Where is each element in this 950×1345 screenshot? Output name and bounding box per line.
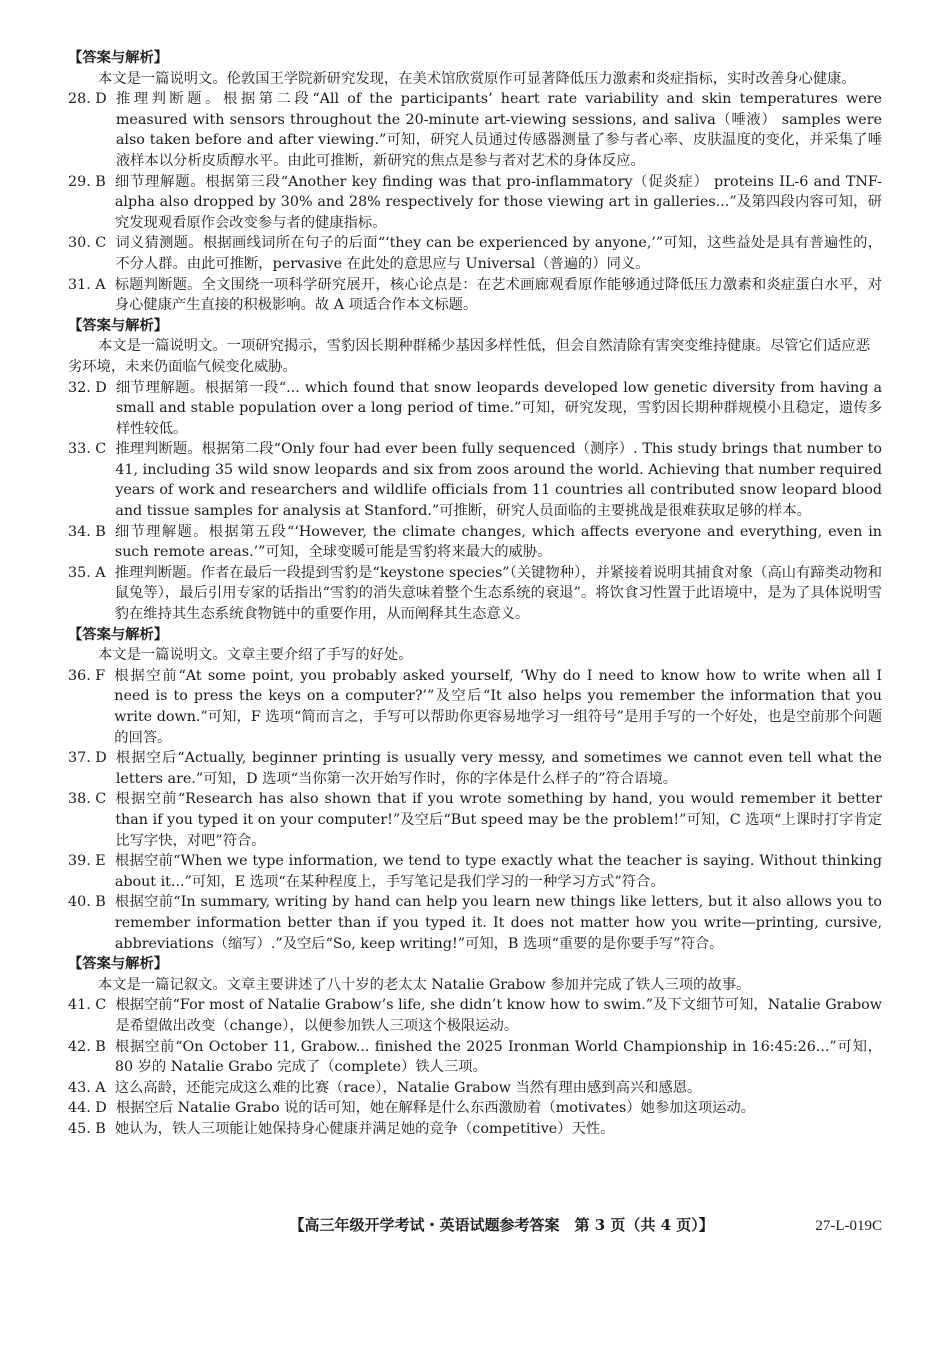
- analysis-section: [68, 954, 882, 1139]
- answer-item: [68, 748, 882, 789]
- answer-item: [68, 1078, 882, 1099]
- answer-item: [68, 233, 882, 274]
- answer-number: 33. C: [68, 441, 116, 458]
- answer-item: [68, 851, 882, 892]
- answer-item: [68, 439, 882, 521]
- answer-item: [68, 172, 882, 234]
- answer-content: [68, 48, 882, 1139]
- answer-explanation: 根据空前“In summary, writing by hand can help you learn new things like letters, but it also allows you to remember information better than if you typed it. It does not matter how you write—printing, cursive, abbreviations（缩写）.”及空后“So, keep writing!”可知，B 选项“重要的是你要手写”符合。: [114, 894, 882, 952]
- answer-item: [68, 666, 882, 748]
- answer-number: 37. D: [68, 750, 116, 767]
- answer-explanation: 根据空前“At some point, you probably asked yourself, ‘Why do I need to know how to write when all I need is to press the keys on a computer?’”及空后“It also helps you remember the information that you write down.”可知，F 选项“简而言之，手写可以帮助你更容易地学习一组符号”是用手写的一个好处，也是空前那个问题的回答。: [114, 667, 882, 746]
- answer-item: [68, 892, 882, 954]
- answer-explanation: 推理判断题。根据第二段“Only four had ever been fully sequenced（测序）. This study brings that number to 41, including 35 wild snow leopards and six from zoos around the world. Achieving that number required years of work and researchers and wildlife officials from 11 countries all contributed snow leopard blood and tissue samples for analysis at Stanford.”可推断，研究人员面临的主要挑战是很难获取足够的样本。: [115, 441, 882, 520]
- section-intro: 本文是一篇说明文。文章主要介绍了手写的好处。: [98, 647, 413, 664]
- answer-number: 28. D: [68, 91, 116, 108]
- answer-number: 42. B: [68, 1038, 115, 1055]
- answer-item: [68, 89, 882, 171]
- answer-item: [68, 995, 882, 1036]
- answer-explanation: 她认为，铁人三项能让她保持身心健康并满足她的竞争（competitive）天性。: [114, 1120, 615, 1137]
- answer-number: 39. E: [68, 853, 115, 870]
- answer-explanation: 这么高龄，还能完成这么难的比赛（race），Natalie Grabow 当然有理由感到高兴和感恩。: [114, 1079, 702, 1096]
- answer-explanation: 标题判断题。全文围绕一项科学研究展开，核心论点是：在艺术画廊观看原作能够通过降低压力激素和炎症蛋白水平，对身心健康产生直接的积极影响。故 A 项适合作本文标题。: [114, 276, 882, 314]
- answer-explanation: 根据空前“On October 11, Grabow... finished the 2025 Ironman World Championship in 16:45:26...”可知，80 岁的 Natalie Grabo 完成了（complete）铁人三项。: [114, 1038, 882, 1076]
- answer-number: 44. D: [68, 1100, 116, 1117]
- answer-number: 45. B: [68, 1120, 115, 1137]
- answer-explanation: 推理判断题。根据第二段“All of the participants’ heart rate variability and skin temperatures were measured with sensors throughout the 20-minute art-viewing sessions, and saliva（唾液） samples were also taken before and after viewing.”可知，研究人员通过传感器测量了参与者心率、皮肤温度的变化，并采集了唾液样本以分析皮质醇水平。由此可推断，新研究的焦点是参与者对艺术的身体反应。: [115, 91, 882, 169]
- answer-explanation: 细节理解题。根据第三段“Another key finding was that pro-inflammatory（促炎症） proteins IL-6 and TNF-alpha also dropped by 30% and 28% respectively for those viewing art in galleries...”及第四段内容可知，研究发现观看原作会改变参与者的健康指标。: [114, 173, 882, 231]
- answer-item: [68, 789, 882, 851]
- answer-explanation: 根据空前“When we type information, we tend to type exactly what the teacher is saying. Without thinking about it...”可知，E 选项“在某种程度上，手写笔记是我们学习的一种学习方式”符合。: [114, 853, 882, 890]
- answer-explanation: 根据空后 Natalie Grabo 说的话可知，她在解释是什么东西激励着（motivates）她参加这项运动。: [115, 1100, 756, 1117]
- answer-item: [68, 1098, 882, 1119]
- answer-explanation: 推理判断题。作者在最后一段提到雪豹是“keystone species”（关键物种），并紧接着说明其捕食对象（高山有蹄类动物和鼠兔等），最后引用专家的话指出“雪豹的消失意味着整个生态系统的衰退”。将饮食习性置于此语境中，是为了具体说明雪豹在维持其生态系统食物链中的重要作用，从而阐释其生态意义。: [114, 564, 882, 623]
- answer-explanation: 根据空后“Actually, beginner printing is usually very messy, and sometimes we cannot even tell what the letters are.”可知，D 选项“当你第一次开始写作时，你的字体是什么样子的”符合语境。: [115, 750, 882, 787]
- answer-number: 31. A: [68, 276, 115, 293]
- section-heading: 【答案与解析】: [68, 50, 169, 66]
- answer-item: [68, 522, 882, 563]
- analysis-section: [68, 625, 882, 955]
- answer-number: 41. C: [68, 997, 116, 1014]
- answer-number: 29. B: [68, 173, 115, 190]
- answer-number: 32. D: [68, 379, 116, 396]
- answer-number: 40. B: [68, 894, 115, 911]
- section-heading: 【答案与解析】: [68, 956, 169, 973]
- section-heading: 【答案与解析】: [68, 317, 169, 334]
- answer-number: 43. A: [68, 1079, 115, 1096]
- answer-number: 30. C: [68, 235, 116, 252]
- answer-number: 35. A: [68, 564, 115, 581]
- answer-explanation: 根据空前“Research has also shown that if you wrote something by hand, you would remember it better than if you typed it on your computer!”及空后“But speed may be the problem!”可知，C 选项“上课时打字肯定比写字快，对吧”符合。: [115, 791, 882, 849]
- answer-item: [68, 378, 882, 440]
- answer-explanation: 词义猜测题。根据画线词所在句子的后面“‘they can be experienced by anyone,’”可知，这些益处是具有普遍性的，不分人群。由此可推断，pervasive 在此处的意思应与 Universal（普遍的）同义。: [115, 235, 882, 272]
- section-intro: 本文是一篇记叙文。文章主要讲述了八十岁的老太太 Natalie Grabow 参加并完成了铁人三项的故事。: [98, 976, 751, 993]
- answer-item: [68, 275, 882, 316]
- answer-number: 34. B: [68, 523, 115, 540]
- footer-title: 【高三年级开学考试・英语试题参考答案 第 3 页（共 4 页）】: [289, 1216, 714, 1234]
- answer-item: [68, 563, 882, 625]
- answer-explanation: 细节理解题。根据第五段“‘However, the climate changes, which affects everyone and everything, even in such remote areas.’”可知，全球变暖可能是雪豹将来最大的威胁。: [114, 523, 882, 561]
- analysis-section: [68, 316, 882, 625]
- section-intro: 本文是一篇说明文。一项研究揭示，雪豹因长期种群稀少基因多样性低，但会自然清除有害突变维持健康。尽管它们适应恶劣环境，未来仍面临气候变化威胁。: [68, 338, 871, 375]
- answer-explanation: 细节理解题。根据第一段“... which found that snow leopards developed low genetic diversity from having a small and stable population over a long period of time.”可知，研究发现，雪豹因长期种群规模小且稳定，遗传多样性较低。: [115, 379, 882, 437]
- section-intro: 本文是一篇说明文。伦敦国王学院新研究发现，在美术馆欣赏原作可显著降低压力激素和炎症指标，实时改善身心健康。: [98, 70, 856, 87]
- answer-explanation: 根据空前“For most of Natalie Grabow’s life, she didn’t know how to swim.”及下文细节可知，Natalie Grabow 是希望做出改变（change），以便参加铁人三项这个极限运动。: [115, 997, 882, 1034]
- footer-code: 27-L-019C: [815, 1218, 882, 1234]
- answer-number: 38. C: [68, 791, 116, 808]
- answer-item: [68, 1037, 882, 1078]
- answer-number: 36. F: [68, 667, 115, 684]
- section-heading: 【答案与解析】: [68, 626, 169, 643]
- page-footer: [68, 1214, 882, 1235]
- analysis-section: [68, 48, 882, 316]
- answer-item: [68, 1119, 882, 1140]
